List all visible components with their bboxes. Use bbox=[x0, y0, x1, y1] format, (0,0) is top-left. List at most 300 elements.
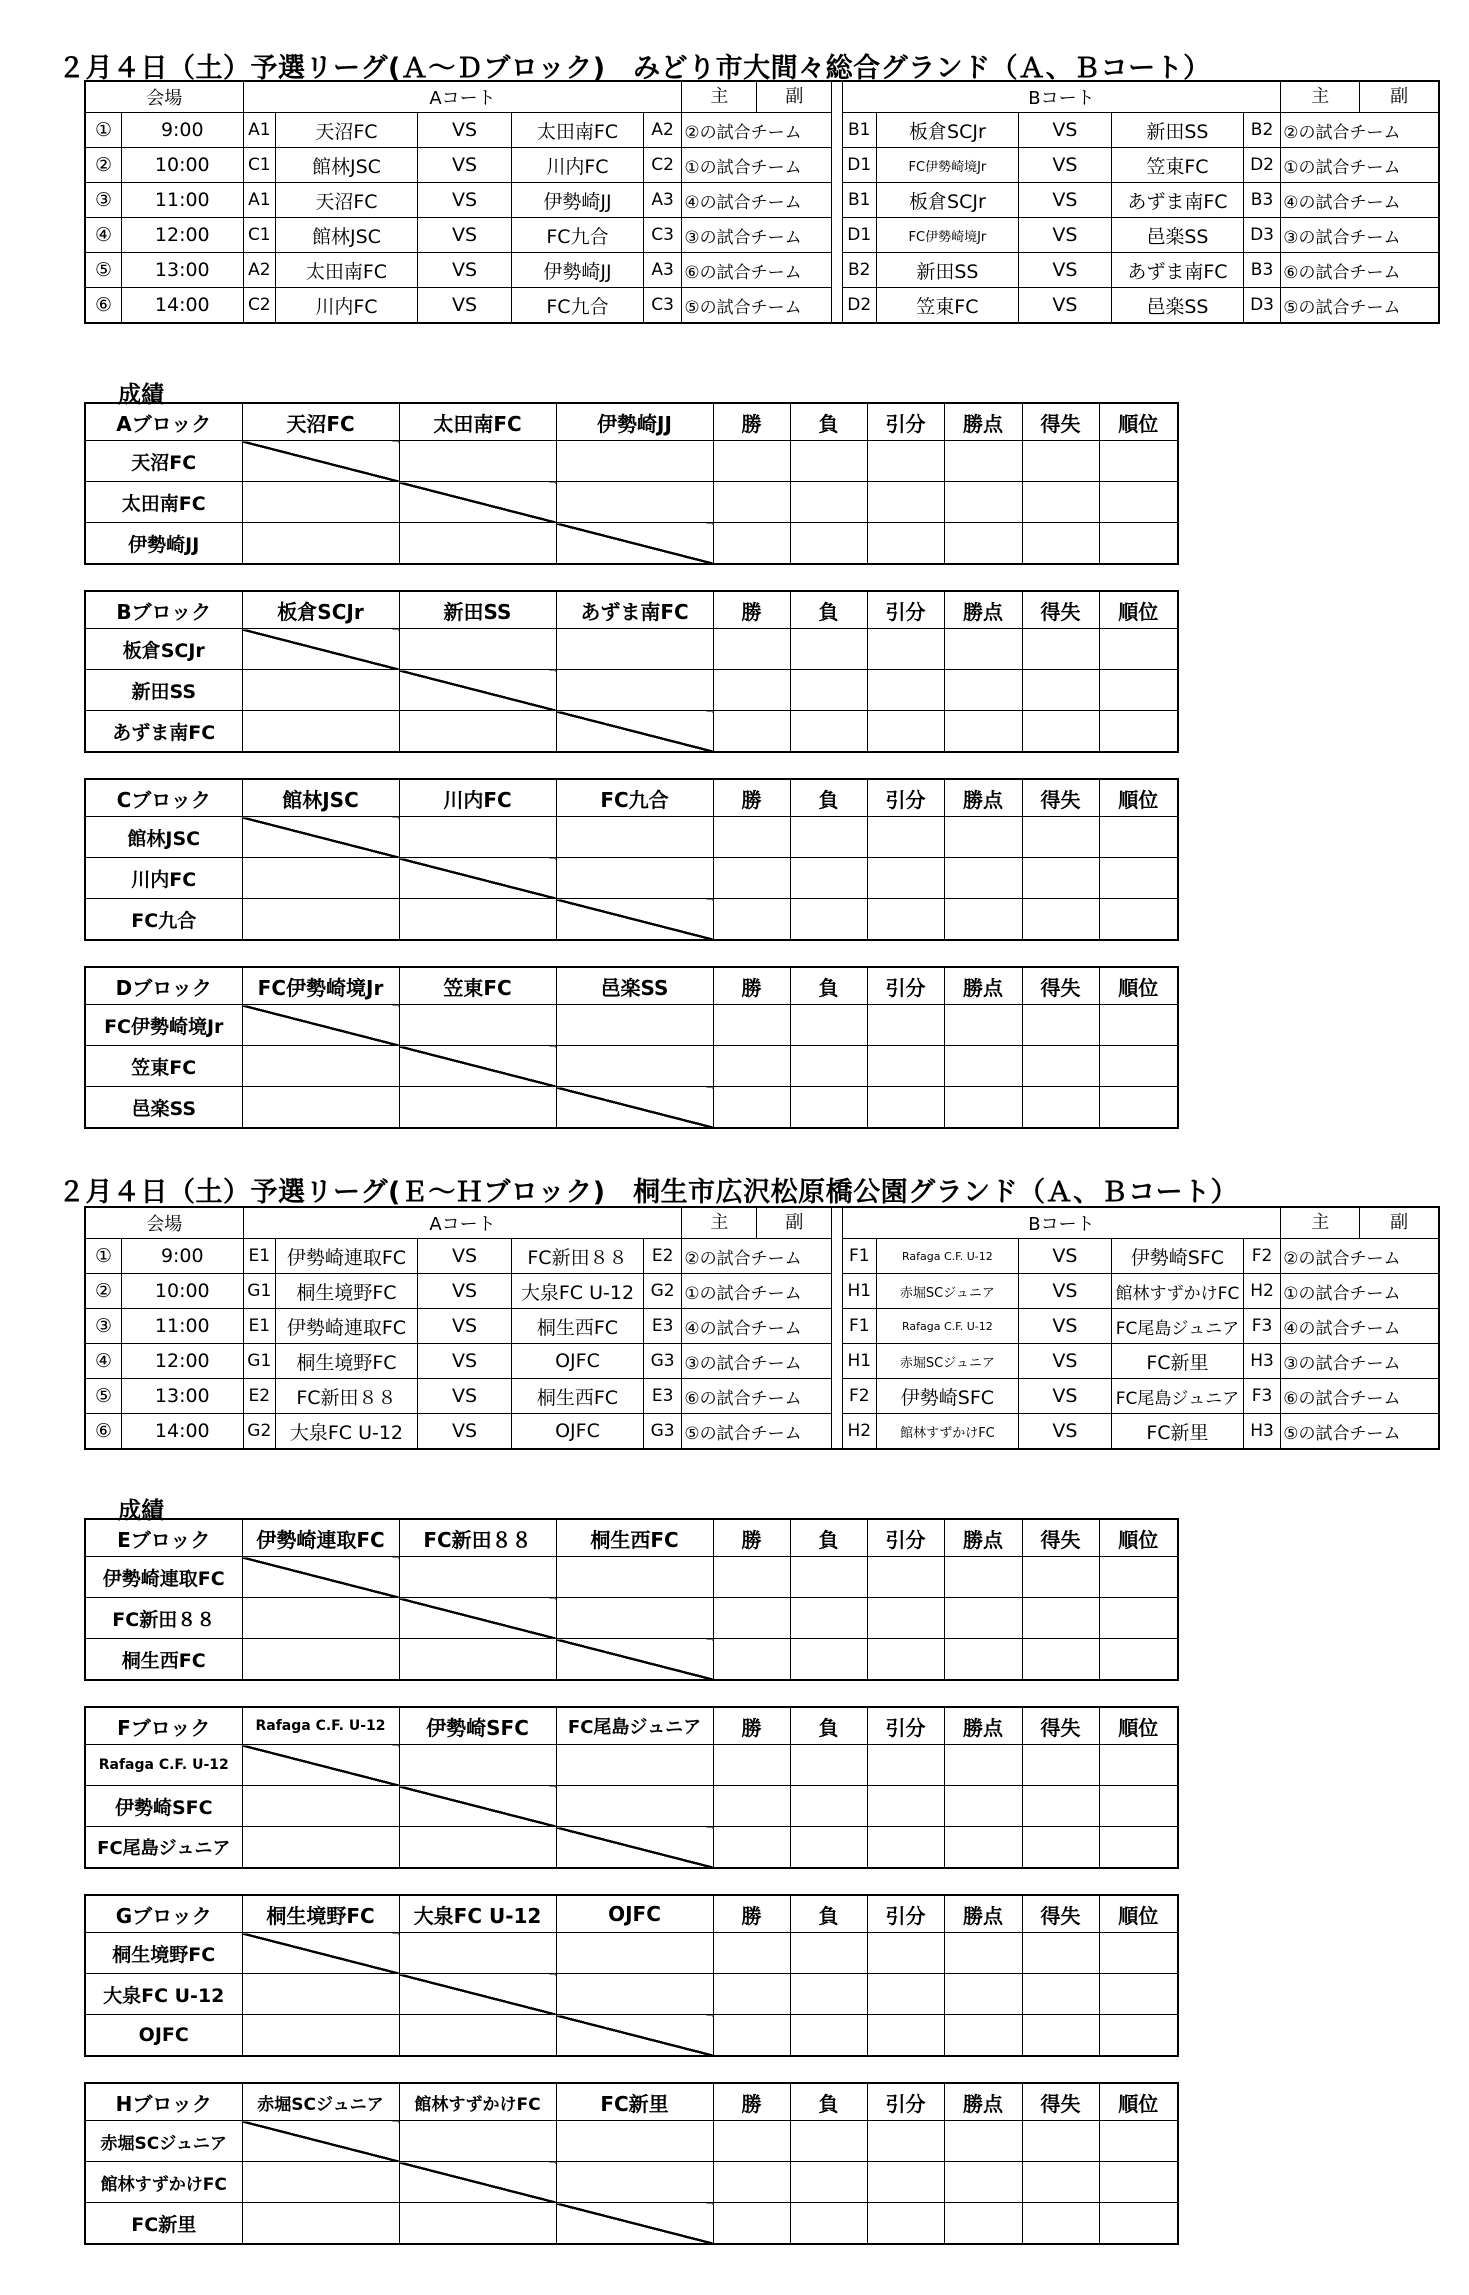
score-cell[interactable] bbox=[556, 1005, 713, 1046]
result-cell[interactable] bbox=[790, 2121, 867, 2162]
result-cell[interactable] bbox=[1022, 1005, 1099, 1046]
referee-team: ②の試合チーム bbox=[1281, 1239, 1439, 1274]
result-cell[interactable] bbox=[713, 441, 790, 482]
result-cell[interactable] bbox=[790, 1557, 867, 1598]
row-team: 伊勢崎連取FC bbox=[85, 1557, 242, 1598]
team-name: あずま南FC bbox=[1112, 183, 1244, 218]
score-cell[interactable] bbox=[556, 2162, 713, 2203]
result-cell[interactable] bbox=[713, 817, 790, 858]
team-name: 伊勢崎SFC bbox=[1112, 1239, 1244, 1274]
main-sub-header-b bbox=[1281, 1207, 1439, 1239]
result-cell[interactable] bbox=[867, 441, 944, 482]
match-number: ① bbox=[85, 1239, 121, 1274]
team-name: 大泉FC U-12 bbox=[276, 1414, 418, 1450]
diagonal-cell bbox=[556, 1827, 713, 1869]
col-loss: 負 bbox=[790, 403, 867, 441]
team-name: 桐生西FC bbox=[512, 1309, 644, 1344]
result-cell[interactable] bbox=[1022, 1786, 1099, 1827]
result-cell[interactable] bbox=[1099, 670, 1178, 711]
court-gap bbox=[832, 1239, 842, 1274]
row-team: 伊勢崎JJ bbox=[85, 523, 242, 565]
score-cell[interactable] bbox=[242, 858, 399, 899]
result-cell[interactable] bbox=[944, 629, 1022, 670]
score-cell[interactable] bbox=[399, 1827, 556, 1869]
col-team: OJFC bbox=[556, 1895, 713, 1933]
result-cell[interactable] bbox=[1099, 2203, 1178, 2245]
result-cell[interactable] bbox=[790, 441, 867, 482]
result-cell[interactable] bbox=[944, 523, 1022, 565]
score-cell[interactable] bbox=[242, 2203, 399, 2245]
team-name: 館林すずかけFC bbox=[876, 1414, 1018, 1450]
score-cell[interactable] bbox=[399, 2121, 556, 2162]
result-cell[interactable] bbox=[1022, 858, 1099, 899]
result-cell[interactable] bbox=[867, 2121, 944, 2162]
score-cell[interactable] bbox=[242, 523, 399, 565]
result-cell[interactable] bbox=[867, 817, 944, 858]
result-cell[interactable] bbox=[944, 858, 1022, 899]
col-points: 勝点 bbox=[944, 967, 1022, 1005]
result-cell[interactable] bbox=[1099, 441, 1178, 482]
result-cell[interactable] bbox=[1022, 1087, 1099, 1129]
result-cell[interactable] bbox=[713, 1786, 790, 1827]
result-cell[interactable] bbox=[1099, 523, 1178, 565]
result-cell[interactable] bbox=[713, 2162, 790, 2203]
result-cell[interactable] bbox=[1022, 1933, 1099, 1974]
court-gap bbox=[832, 253, 842, 288]
score-cell[interactable] bbox=[399, 2015, 556, 2057]
result-cell[interactable] bbox=[867, 1557, 944, 1598]
result-cell[interactable] bbox=[1022, 441, 1099, 482]
col-team: 館林すずかけFC bbox=[399, 2083, 556, 2121]
score-cell[interactable] bbox=[399, 1745, 556, 1786]
result-cell[interactable] bbox=[790, 1046, 867, 1087]
score-cell[interactable] bbox=[556, 670, 713, 711]
diagonal-cell bbox=[556, 2015, 713, 2057]
col-team: FC伊勢崎境Jr bbox=[242, 967, 399, 1005]
result-cell[interactable] bbox=[713, 711, 790, 753]
score-cell[interactable] bbox=[556, 629, 713, 670]
result-cell[interactable] bbox=[713, 1046, 790, 1087]
row-team: 邑楽SS bbox=[85, 1087, 242, 1129]
score-cell[interactable] bbox=[399, 2203, 556, 2245]
score-cell[interactable] bbox=[556, 1557, 713, 1598]
team-name: FC新里 bbox=[1112, 1414, 1244, 1450]
result-cell[interactable] bbox=[944, 1745, 1022, 1786]
team-name: FC新里 bbox=[1112, 1344, 1244, 1379]
result-cell[interactable] bbox=[713, 1005, 790, 1046]
vs-label: VS bbox=[1018, 1414, 1111, 1450]
vs-label: VS bbox=[417, 1274, 511, 1309]
score-cell[interactable] bbox=[556, 1974, 713, 2015]
block-d-table bbox=[84, 966, 1179, 1129]
result-cell[interactable] bbox=[867, 670, 944, 711]
result-cell[interactable] bbox=[867, 1974, 944, 2015]
referee-team: ①の試合チーム bbox=[682, 148, 832, 183]
vs-label: VS bbox=[1018, 218, 1111, 253]
team-name: 桐生西FC bbox=[512, 1379, 644, 1414]
block-h-table bbox=[84, 2082, 1179, 2245]
team-name: 太田南FC bbox=[512, 113, 644, 148]
result-cell[interactable] bbox=[713, 2203, 790, 2245]
col-draw: 引分 bbox=[867, 2083, 944, 2121]
match-row bbox=[85, 148, 1439, 183]
result-cell[interactable] bbox=[713, 629, 790, 670]
result-cell[interactable] bbox=[867, 711, 944, 753]
score-cell[interactable] bbox=[556, 441, 713, 482]
result-cell[interactable] bbox=[1022, 1827, 1099, 1869]
diagonal-cell bbox=[556, 1639, 713, 1681]
result-cell[interactable] bbox=[790, 2162, 867, 2203]
score-cell[interactable] bbox=[399, 1557, 556, 1598]
result-cell[interactable] bbox=[1099, 1046, 1178, 1087]
score-cell[interactable] bbox=[399, 629, 556, 670]
result-cell[interactable] bbox=[944, 482, 1022, 523]
result-cell[interactable] bbox=[1099, 1557, 1178, 1598]
main-label: 主 bbox=[682, 1208, 757, 1238]
vs-label: VS bbox=[1018, 288, 1111, 324]
result-cell[interactable] bbox=[713, 670, 790, 711]
score-cell[interactable] bbox=[556, 1745, 713, 1786]
col-team: 伊勢崎連取FC bbox=[242, 1519, 399, 1557]
result-cell[interactable] bbox=[944, 1827, 1022, 1869]
result-cell[interactable] bbox=[944, 670, 1022, 711]
score-cell[interactable] bbox=[556, 858, 713, 899]
result-cell[interactable] bbox=[867, 1933, 944, 1974]
result-cell[interactable] bbox=[944, 441, 1022, 482]
row-team: 赤堀SCジュニア bbox=[85, 2121, 242, 2162]
score-cell[interactable] bbox=[399, 441, 556, 482]
result-cell[interactable] bbox=[713, 1974, 790, 2015]
result-cell[interactable] bbox=[790, 858, 867, 899]
result-cell[interactable] bbox=[867, 1827, 944, 1869]
score-cell[interactable] bbox=[399, 1087, 556, 1129]
result-cell[interactable] bbox=[713, 523, 790, 565]
score-cell[interactable] bbox=[242, 1827, 399, 1869]
col-rank: 順位 bbox=[1099, 1519, 1178, 1557]
vs-label: VS bbox=[417, 1309, 511, 1344]
result-cell[interactable] bbox=[867, 1087, 944, 1129]
result-cell[interactable] bbox=[1099, 2015, 1178, 2057]
result-cell[interactable] bbox=[790, 1087, 867, 1129]
result-cell[interactable] bbox=[1022, 670, 1099, 711]
col-team: あずま南FC bbox=[556, 591, 713, 629]
score-cell[interactable] bbox=[399, 1005, 556, 1046]
result-cell[interactable] bbox=[944, 1933, 1022, 1974]
result-cell[interactable] bbox=[867, 1786, 944, 1827]
result-cell[interactable] bbox=[1099, 817, 1178, 858]
result-cell[interactable] bbox=[1022, 711, 1099, 753]
result-cell[interactable] bbox=[790, 899, 867, 941]
result-cell[interactable] bbox=[790, 2203, 867, 2245]
result-cell[interactable] bbox=[867, 858, 944, 899]
team-code: H3 bbox=[1243, 1414, 1281, 1450]
score-cell[interactable] bbox=[242, 1639, 399, 1681]
result-cell[interactable] bbox=[1099, 1745, 1178, 1786]
result-cell[interactable] bbox=[1099, 858, 1178, 899]
score-cell[interactable] bbox=[399, 711, 556, 753]
result-cell[interactable] bbox=[713, 482, 790, 523]
result-cell[interactable] bbox=[1099, 482, 1178, 523]
team-code: E2 bbox=[643, 1239, 682, 1274]
result-cell[interactable] bbox=[944, 2203, 1022, 2245]
result-cell[interactable] bbox=[1099, 629, 1178, 670]
result-cell[interactable] bbox=[1022, 899, 1099, 941]
score-cell[interactable] bbox=[242, 899, 399, 941]
score-cell[interactable] bbox=[242, 1786, 399, 1827]
result-cell[interactable] bbox=[790, 1598, 867, 1639]
team-code: H2 bbox=[1243, 1274, 1281, 1309]
result-cell[interactable] bbox=[1022, 629, 1099, 670]
result-cell[interactable] bbox=[713, 858, 790, 899]
result-cell[interactable] bbox=[790, 817, 867, 858]
result-cell[interactable] bbox=[790, 2015, 867, 2057]
col-loss: 負 bbox=[790, 2083, 867, 2121]
row-team: Rafaga C.F. U-12 bbox=[85, 1745, 242, 1786]
result-cell[interactable] bbox=[790, 1745, 867, 1786]
referee-team: ③の試合チーム bbox=[1281, 218, 1439, 253]
result-cell[interactable] bbox=[1022, 523, 1099, 565]
result-cell[interactable] bbox=[1099, 2121, 1178, 2162]
score-cell[interactable] bbox=[242, 1598, 399, 1639]
score-cell[interactable] bbox=[242, 711, 399, 753]
referee-team: ⑥の試合チーム bbox=[1281, 1379, 1439, 1414]
team-name: OJFC bbox=[512, 1344, 644, 1379]
day1-schedule-table bbox=[84, 80, 1440, 324]
team-name: 伊勢崎連取FC bbox=[276, 1309, 418, 1344]
team-code: E2 bbox=[243, 1379, 275, 1414]
result-cell[interactable] bbox=[713, 899, 790, 941]
result-cell[interactable] bbox=[1099, 1639, 1178, 1681]
result-cell[interactable] bbox=[944, 2015, 1022, 2057]
result-cell[interactable] bbox=[1099, 1827, 1178, 1869]
vs-label: VS bbox=[1018, 253, 1111, 288]
result-cell[interactable] bbox=[867, 1005, 944, 1046]
diagonal-cell bbox=[242, 1557, 399, 1598]
result-cell[interactable] bbox=[713, 1745, 790, 1786]
result-cell[interactable] bbox=[944, 1598, 1022, 1639]
result-cell[interactable] bbox=[713, 1087, 790, 1129]
score-cell[interactable] bbox=[399, 817, 556, 858]
result-cell[interactable] bbox=[1022, 817, 1099, 858]
score-cell[interactable] bbox=[242, 2162, 399, 2203]
result-cell[interactable] bbox=[790, 482, 867, 523]
team-code: G3 bbox=[643, 1414, 682, 1450]
result-cell[interactable] bbox=[1022, 1557, 1099, 1598]
result-cell[interactable] bbox=[867, 629, 944, 670]
col-goal-diff: 得失 bbox=[1022, 1519, 1099, 1557]
result-cell[interactable] bbox=[1099, 2162, 1178, 2203]
result-cell[interactable] bbox=[1022, 1639, 1099, 1681]
team-name: 板倉SCJr bbox=[876, 183, 1018, 218]
result-cell[interactable] bbox=[944, 1005, 1022, 1046]
referee-team: ③の試合チーム bbox=[682, 218, 832, 253]
score-cell[interactable] bbox=[399, 523, 556, 565]
row-team: 桐生境野FC bbox=[85, 1933, 242, 1974]
score-cell[interactable] bbox=[556, 2121, 713, 2162]
score-cell[interactable] bbox=[242, 2015, 399, 2057]
main-label: 主 bbox=[682, 82, 757, 112]
result-cell[interactable] bbox=[1022, 2162, 1099, 2203]
team-name: 伊勢崎SFC bbox=[876, 1379, 1018, 1414]
match-row bbox=[85, 113, 1439, 148]
team-code: H2 bbox=[842, 1414, 876, 1450]
result-cell[interactable] bbox=[790, 711, 867, 753]
result-cell[interactable] bbox=[944, 1974, 1022, 2015]
block-name: Cブロック bbox=[85, 779, 242, 817]
score-cell[interactable] bbox=[556, 1046, 713, 1087]
col-goal-diff: 得失 bbox=[1022, 779, 1099, 817]
score-cell[interactable] bbox=[399, 1933, 556, 1974]
result-cell[interactable] bbox=[1022, 2015, 1099, 2057]
result-cell[interactable] bbox=[1022, 482, 1099, 523]
team-code: D3 bbox=[1243, 218, 1281, 253]
result-cell[interactable] bbox=[1022, 2203, 1099, 2245]
court-gap bbox=[832, 183, 842, 218]
result-cell[interactable] bbox=[790, 1933, 867, 1974]
result-cell[interactable] bbox=[944, 899, 1022, 941]
diagonal-cell bbox=[242, 441, 399, 482]
team-code: H1 bbox=[842, 1344, 876, 1379]
result-cell[interactable] bbox=[867, 1639, 944, 1681]
result-cell[interactable] bbox=[1022, 2121, 1099, 2162]
score-cell[interactable] bbox=[242, 482, 399, 523]
score-cell[interactable] bbox=[556, 817, 713, 858]
team-name: 邑楽SS bbox=[1112, 288, 1244, 324]
result-cell[interactable] bbox=[790, 523, 867, 565]
result-cell[interactable] bbox=[867, 523, 944, 565]
result-cell[interactable] bbox=[944, 2162, 1022, 2203]
result-cell[interactable] bbox=[944, 2121, 1022, 2162]
match-number: ③ bbox=[85, 1309, 121, 1344]
result-cell[interactable] bbox=[944, 711, 1022, 753]
result-cell[interactable] bbox=[867, 2203, 944, 2245]
result-cell[interactable] bbox=[1022, 1974, 1099, 2015]
result-cell[interactable] bbox=[790, 670, 867, 711]
result-cell[interactable] bbox=[713, 1598, 790, 1639]
col-goal-diff: 得失 bbox=[1022, 1707, 1099, 1745]
result-cell[interactable] bbox=[867, 1598, 944, 1639]
result-cell[interactable] bbox=[867, 899, 944, 941]
score-cell[interactable] bbox=[242, 1046, 399, 1087]
result-cell[interactable] bbox=[1099, 1087, 1178, 1129]
match-number: ⑤ bbox=[85, 253, 121, 288]
match-number: ② bbox=[85, 148, 121, 183]
team-name: FC尾島ジュニア bbox=[1112, 1309, 1244, 1344]
result-cell[interactable] bbox=[790, 629, 867, 670]
result-cell[interactable] bbox=[1099, 899, 1178, 941]
result-cell[interactable] bbox=[867, 1046, 944, 1087]
col-points: 勝点 bbox=[944, 1895, 1022, 1933]
match-row bbox=[85, 1274, 1439, 1309]
result-cell[interactable] bbox=[1099, 1786, 1178, 1827]
result-cell[interactable] bbox=[944, 1786, 1022, 1827]
result-cell[interactable] bbox=[713, 1557, 790, 1598]
result-cell[interactable] bbox=[1099, 711, 1178, 753]
result-cell[interactable] bbox=[713, 2121, 790, 2162]
col-team: 伊勢崎JJ bbox=[556, 403, 713, 441]
score-cell[interactable] bbox=[556, 1786, 713, 1827]
result-cell[interactable] bbox=[944, 817, 1022, 858]
col-win: 勝 bbox=[713, 1707, 790, 1745]
team-name: 伊勢崎JJ bbox=[512, 183, 644, 218]
row-team: 桐生西FC bbox=[85, 1639, 242, 1681]
team-name: FC尾島ジュニア bbox=[1112, 1379, 1244, 1414]
team-code: C2 bbox=[643, 148, 682, 183]
venue-header: 会場 bbox=[85, 1207, 243, 1239]
result-cell[interactable] bbox=[790, 1827, 867, 1869]
result-cell[interactable] bbox=[713, 2015, 790, 2057]
result-cell[interactable] bbox=[790, 1974, 867, 2015]
diagonal-cell bbox=[556, 899, 713, 941]
score-cell[interactable] bbox=[399, 1639, 556, 1681]
team-code: F1 bbox=[842, 1239, 876, 1274]
col-win: 勝 bbox=[713, 2083, 790, 2121]
score-cell[interactable] bbox=[556, 1933, 713, 1974]
team-code: B3 bbox=[1243, 183, 1281, 218]
team-name: 赤堀SCジュニア bbox=[876, 1274, 1018, 1309]
result-cell[interactable] bbox=[867, 1745, 944, 1786]
team-code: H1 bbox=[842, 1274, 876, 1309]
block-f-table bbox=[84, 1706, 1179, 1869]
team-code: F2 bbox=[842, 1379, 876, 1414]
result-cell[interactable] bbox=[944, 1046, 1022, 1087]
team-code: E1 bbox=[243, 1239, 275, 1274]
result-cell[interactable] bbox=[790, 1639, 867, 1681]
result-cell[interactable] bbox=[1099, 1933, 1178, 1974]
diagonal-cell bbox=[242, 2121, 399, 2162]
result-cell[interactable] bbox=[944, 1639, 1022, 1681]
col-team: FC新里 bbox=[556, 2083, 713, 2121]
result-cell[interactable] bbox=[790, 1005, 867, 1046]
court-gap bbox=[832, 1344, 842, 1379]
referee-team: ⑤の試合チーム bbox=[1281, 288, 1439, 324]
team-name: 川内FC bbox=[512, 148, 644, 183]
result-cell[interactable] bbox=[713, 1827, 790, 1869]
result-cell[interactable] bbox=[944, 1087, 1022, 1129]
main-label-b: 主 bbox=[1281, 1208, 1360, 1238]
score-cell[interactable] bbox=[242, 1087, 399, 1129]
team-code: A2 bbox=[643, 113, 682, 148]
score-cell[interactable] bbox=[399, 899, 556, 941]
result-cell[interactable] bbox=[1099, 1598, 1178, 1639]
score-cell[interactable] bbox=[242, 1974, 399, 2015]
score-cell[interactable] bbox=[556, 1598, 713, 1639]
result-cell[interactable] bbox=[1099, 1005, 1178, 1046]
block-name: Eブロック bbox=[85, 1519, 242, 1557]
result-cell[interactable] bbox=[1022, 1046, 1099, 1087]
match-time: 10:00 bbox=[121, 148, 243, 183]
result-cell[interactable] bbox=[867, 2162, 944, 2203]
score-cell[interactable] bbox=[556, 482, 713, 523]
col-team: 天沼FC bbox=[242, 403, 399, 441]
row-team: FC九合 bbox=[85, 899, 242, 941]
result-cell[interactable] bbox=[713, 1933, 790, 1974]
team-code: D1 bbox=[842, 148, 876, 183]
score-cell[interactable] bbox=[242, 670, 399, 711]
team-code: A1 bbox=[243, 113, 275, 148]
result-cell[interactable] bbox=[713, 1639, 790, 1681]
result-cell[interactable] bbox=[867, 482, 944, 523]
col-team: FC九合 bbox=[556, 779, 713, 817]
result-cell[interactable] bbox=[867, 2015, 944, 2057]
result-cell[interactable] bbox=[1022, 1745, 1099, 1786]
result-cell[interactable] bbox=[944, 1557, 1022, 1598]
result-cell[interactable] bbox=[1099, 1974, 1178, 2015]
team-code: F2 bbox=[1243, 1239, 1281, 1274]
result-cell[interactable] bbox=[790, 1786, 867, 1827]
team-code: D1 bbox=[842, 218, 876, 253]
result-cell[interactable] bbox=[1022, 1598, 1099, 1639]
